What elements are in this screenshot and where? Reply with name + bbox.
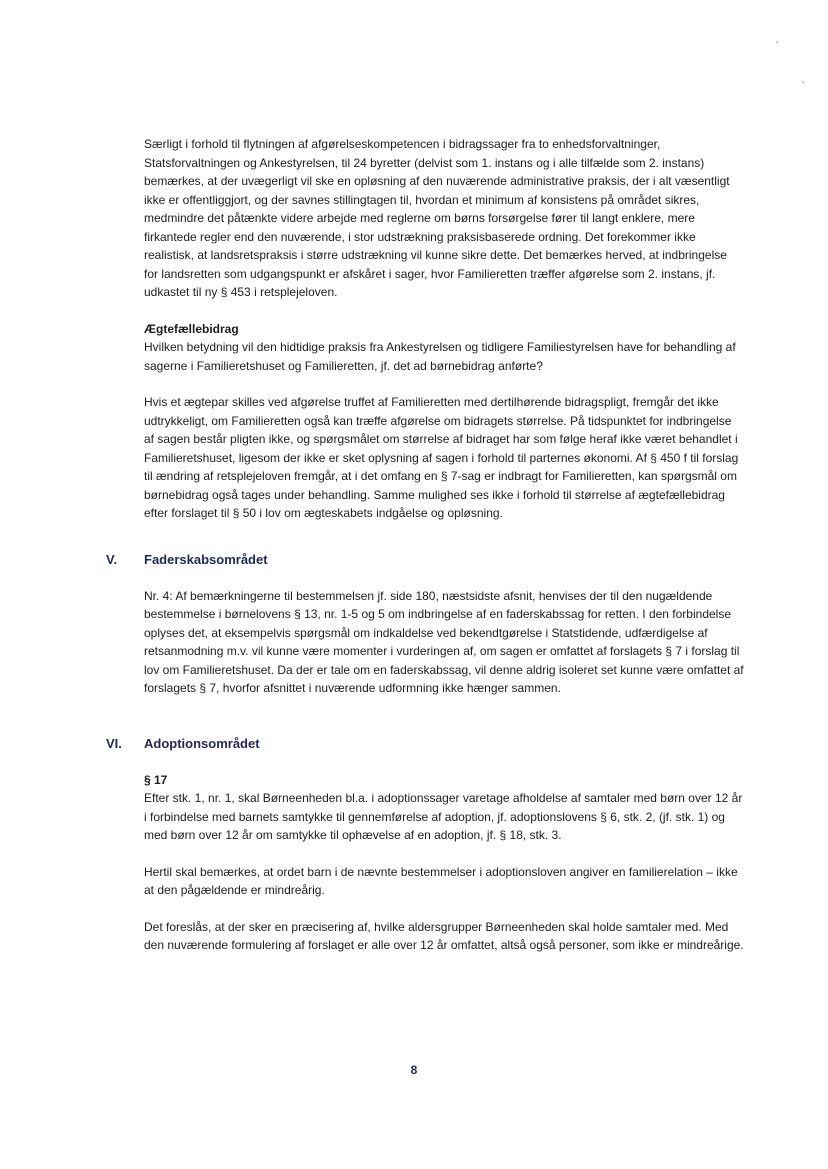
paragraph-adoption-2: Hertil skal bemærkes, at ordet barn i de nævnte bestemmelser i adoptionsloven angiver en familierelation – ikke at den pågældende er mindreårig. — [144, 864, 738, 897]
section-title: Faderskabsområdet — [144, 551, 268, 567]
scan-speck: • — [802, 78, 805, 87]
paragraph-adoption-1: Efter stk. 1, nr. 1, skal Børneenheden bl.a. i adoptionssager varetage afholdelse af samtaler med børn over 12 år i forbindelse med barnets samtykke til gennemførelse af adoption, jf. adoptionslovens § 6, stk. 2, (jf. stk. 1) og med børn over 12 år om samtykke til ophævelse af en adoption, jf. § 18, stk. 3. — [144, 791, 743, 842]
page-body — [106, 135, 744, 955]
paragraph-question: Hvilken betydning vil den hidtidige praksis fra Ankestyrelsen og tidligere Familiestyrelsen have for behandling af sagerne i Familieretshuset og Familieretten, jf. det ad børnebidrag anførte? — [144, 340, 736, 373]
subheading-aegtefaellebidrag: Ægtefællebidrag — [144, 321, 239, 336]
section-number: VI. — [106, 735, 122, 751]
section-heading-v — [106, 551, 744, 569]
scan-speck: • — [776, 38, 779, 47]
section-number: V. — [106, 551, 118, 567]
paragraph-bidrag: Særligt i forhold til flytningen af afgørelseskompetencen i bidragssager fra to enhedsforvaltninger, Statsforvaltningen og Ankestyrelsen, til 24 byretter (delvist som 1. instans og i alle tilfælde som 2. instans) bemærkes, at der uvægerligt vil ske en opløsning af den nuværende administrative praksis, der i alt væsentligt ikke er offentliggjort, og der savnes stillingtagen til, hvordan et minimum af konsistens på området sikres, medmindre det påtænkte videre arbejde med reglerne om børns forsørgelse fører til langt enklere, mere firkantede regler end den nuværende, i stor udstrækning praksisbaserede ordning. Det forekommer ikke realistisk, at landsretspraksis i større udstrækning vil kunne sikre dette. Det bemærkes herved, at indbringelse for landsretten som udgangspunkt er afskåret i sager, hvor Familieretten træffer afgørelse som 2. instans, jf. udkastet til ny § 453 i retsplejeloven. — [144, 137, 730, 299]
section-heading-vi — [106, 735, 744, 753]
section-title: Adoptionsområdet — [144, 735, 260, 751]
paragraph-adoption-3: Det foreslås, at der sker en præcisering af, hvilke aldersgrupper Børneenheden skal holde samtaler med. Med den nuværende formulering af forslaget er alle over 12 år omfattet, altså også personer, som ikke er mindreårige. — [144, 919, 744, 952]
paragraph-faderskab: Nr. 4: Af bemærkningerne til bestemmelsen jf. side 180, næstsidste afsnit, henvises der til den nugældende bestemmelse i børnelovens § 13, nr. 1-5 og 5 om indbringelse af en faderskabssag for retten. I den forbindelse oplyses det, at eksempelvis spørgsmål om indkaldelse ved bekendtgørelse i Statstidende, udfærdigelse af retsanmodning m.v. vil kunne være momenter i vurderingen af, om sagen er omfattet af forslagets § 7 i forslag til lov om Familieretshuset. Da der er tale om en faderskabssag, vil denne aldrig isoleret set kunne være omfattet af forslagets § 7, hvorfor afsnittet i nuværende udformning ikke hænger sammen. — [144, 588, 744, 695]
page-number: 8 — [410, 1063, 418, 1077]
subheading-paragraph-17: § 17 — [144, 772, 168, 787]
paragraph-aegtepar: Hvis et ægtepar skilles ved afgørelse truffet af Familieretten med dertilhørende bidragspligt, fremgår det ikke udtrykkeligt, om Familieretten også kan træffe afgørelse om bidragets størrelse. På tidspunktet for indbringelse af sagen består pligten ikke, og spørgsmålet om størrelse af bidraget har som følge heraf ikke været behandlet i Familieretshuset, ligesom der ikke er sket oplysning af sagen i forhold til parternes økonomi. Af § 450 f til forslag til ændring af retsplejeloven fremgår, at i det omfang en § 7-sag er indbragt for Familieretten, kan spørgsmål om børnebidrag også tages under behandling. Samme mulighed ses ikke i forhold til størrelse af ægtefællebidrag efter forslaget til § 50 i lov om ægteskabets indgåelse og opløsning. — [144, 395, 739, 520]
